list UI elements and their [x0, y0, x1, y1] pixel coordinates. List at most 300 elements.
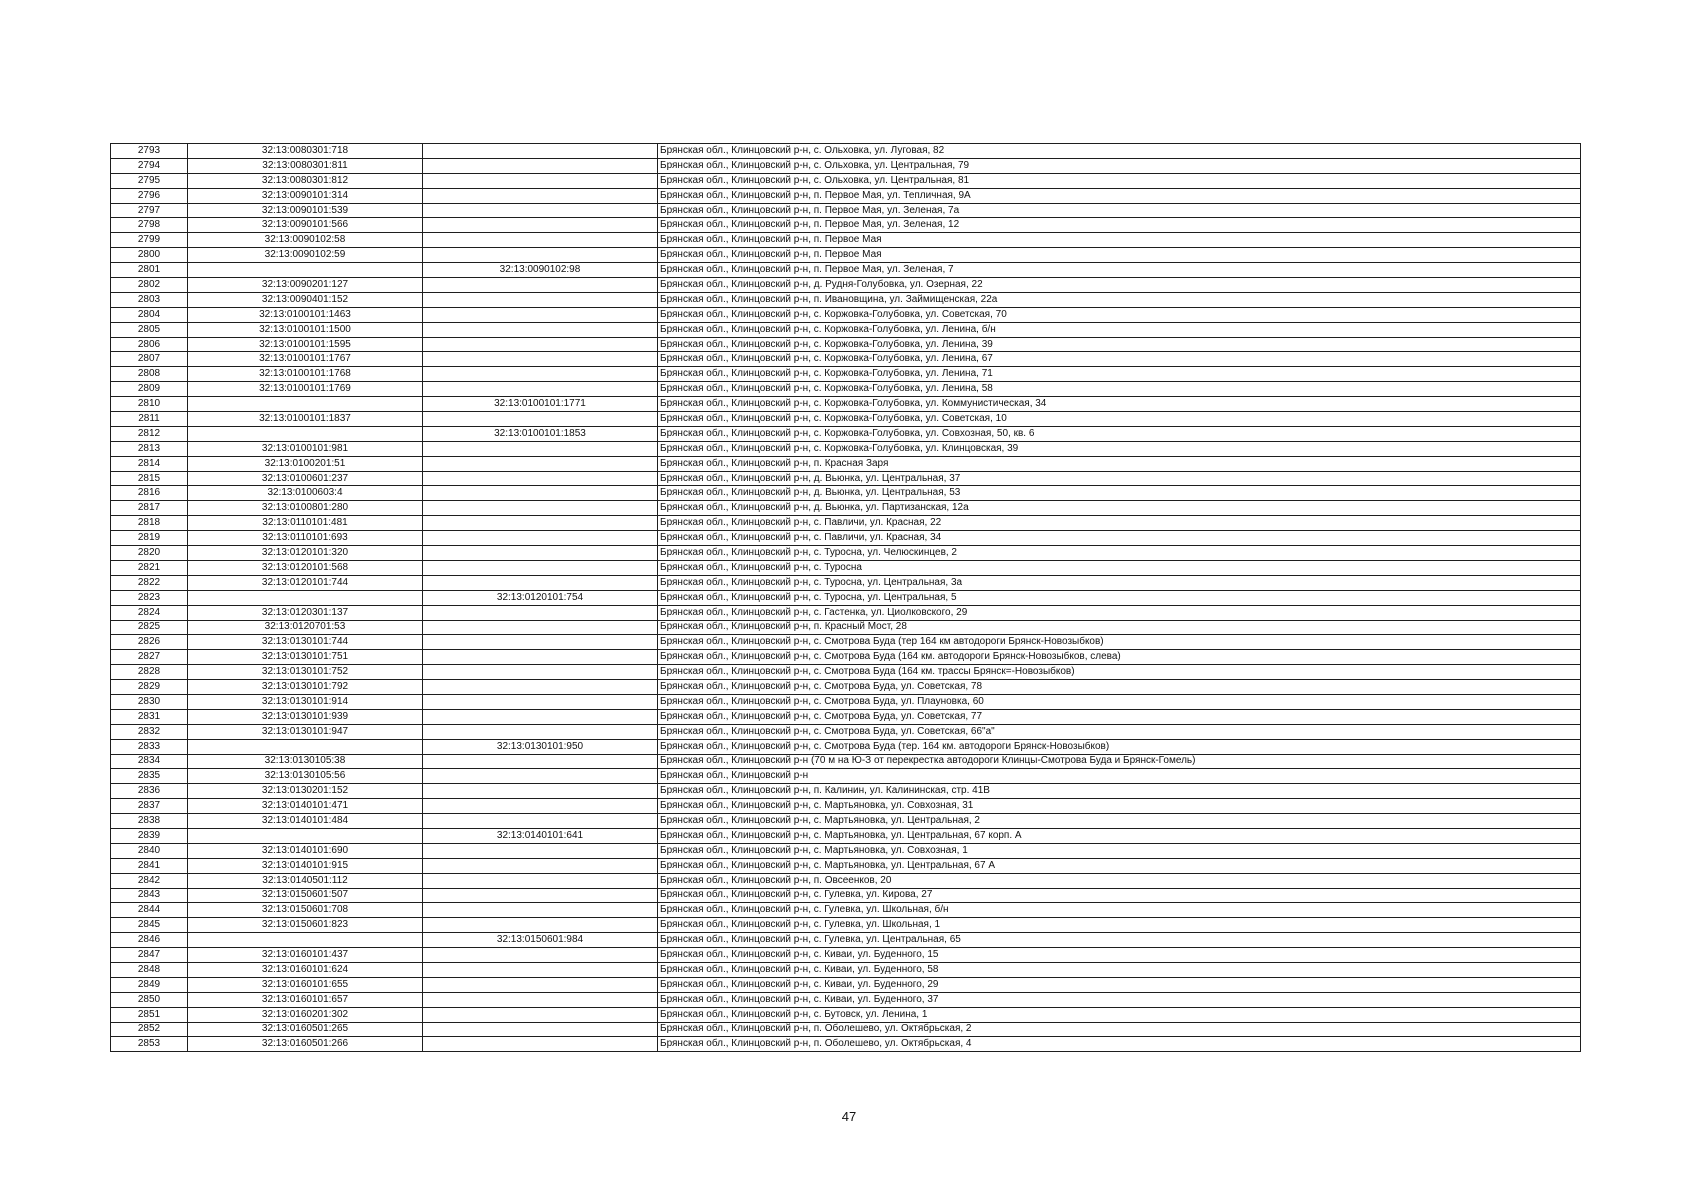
- cadastral-number-alt-cell: [423, 501, 658, 516]
- cadastral-number-cell: 32:13:0100101:1595: [188, 337, 423, 352]
- table-row: [111, 754, 1581, 769]
- cadastral-number-alt-cell: [423, 486, 658, 501]
- cadastral-number-cell: 32:13:0100101:1768: [188, 367, 423, 382]
- cadastral-number-alt-cell: [423, 412, 658, 427]
- row-number-cell: 2817: [111, 501, 188, 516]
- table-row: [111, 456, 1581, 471]
- cadastral-number-alt-cell: [423, 784, 658, 799]
- cadastral-number-alt-cell: 32:13:0140101:641: [423, 828, 658, 843]
- cadastral-number-alt-cell: [423, 575, 658, 590]
- address-cell: Брянская обл., Клинцовский р-н, с. Смотрова Буда (164 км. трассы Брянск=-Новозыбков): [658, 665, 1581, 680]
- address-cell: Брянская обл., Клинцовский р-н, с. Павличи, ул. Красная, 34: [658, 531, 1581, 546]
- cadastral-number-cell: 32:13:0090101:539: [188, 203, 423, 218]
- row-number-cell: 2833: [111, 739, 188, 754]
- address-cell: Брянская обл., Клинцовский р-н, п. Первое Мая, ул. Зеленая, 12: [658, 218, 1581, 233]
- cadastral-number-alt-cell: [423, 456, 658, 471]
- table-row: [111, 828, 1581, 843]
- row-number-cell: 2802: [111, 278, 188, 293]
- address-cell: Брянская обл., Клинцовский р-н, с. Гулевка, ул. Кирова, 27: [658, 888, 1581, 903]
- cadastral-number-alt-cell: 32:13:0100101:1771: [423, 397, 658, 412]
- cadastral-number-cell: 32:13:0150601:708: [188, 903, 423, 918]
- cadastral-number-cell: 32:13:0100201:51: [188, 456, 423, 471]
- cadastral-number-alt-cell: [423, 441, 658, 456]
- table-row: [111, 188, 1581, 203]
- address-cell: Брянская обл., Клинцовский р-н, с. Коржовка-Голубовка, ул. Ленина, 67: [658, 352, 1581, 367]
- cadastral-number-cell: 32:13:0090102:58: [188, 233, 423, 248]
- address-cell: Брянская обл., Клинцовский р-н, с. Мартьяновка, ул. Центральная, 67 корп. А: [658, 828, 1581, 843]
- row-number-cell: 2813: [111, 441, 188, 456]
- table-row: [111, 784, 1581, 799]
- cadastral-number-alt-cell: [423, 292, 658, 307]
- cadastral-number-alt-cell: [423, 918, 658, 933]
- address-cell: Брянская обл., Клинцовский р-н, с. Киваи, ул. Буденного, 58: [658, 962, 1581, 977]
- row-number-cell: 2799: [111, 233, 188, 248]
- address-cell: Брянская обл., Клинцовский р-н, с. Туросна, ул. Челюскинцев, 2: [658, 546, 1581, 561]
- table-row: [111, 858, 1581, 873]
- row-number-cell: 2831: [111, 709, 188, 724]
- address-cell: Брянская обл., Клинцовский р-н, с. Павличи, ул. Красная, 22: [658, 516, 1581, 531]
- cadastral-number-alt-cell: [423, 546, 658, 561]
- cadastral-number-alt-cell: [423, 814, 658, 829]
- row-number-cell: 2812: [111, 426, 188, 441]
- table-row: [111, 977, 1581, 992]
- address-cell: Брянская обл., Клинцовский р-н, с. Смотрова Буда, ул. Советская, 78: [658, 680, 1581, 695]
- address-cell: Брянская обл., Клинцовский р-н, с. Гастенка, ул. Циолковского, 29: [658, 605, 1581, 620]
- cadastral-number-cell: 32:13:0130101:947: [188, 724, 423, 739]
- cadastral-number-cell: 32:13:0100101:1769: [188, 382, 423, 397]
- cadastral-number-alt-cell: [423, 144, 658, 159]
- table-row: [111, 635, 1581, 650]
- cadastral-number-cell: 32:13:0100101:1463: [188, 307, 423, 322]
- cadastral-number-cell: [188, 426, 423, 441]
- cadastral-number-alt-cell: [423, 233, 658, 248]
- table-row: [111, 173, 1581, 188]
- address-cell: Брянская обл., Клинцовский р-н, д. Вьюнка, ул. Центральная, 53: [658, 486, 1581, 501]
- cadastral-number-alt-cell: [423, 709, 658, 724]
- cadastral-number-cell: 32:13:0160101:655: [188, 977, 423, 992]
- address-cell: Брянская обл., Клинцовский р-н, с. Коржовка-Голубовка, ул. Коммунистическая, 34: [658, 397, 1581, 412]
- cadastral-number-alt-cell: 32:13:0130101:950: [423, 739, 658, 754]
- address-cell: Брянская обл., Клинцовский р-н, с. Мартьяновка, ул. Совхозная, 1: [658, 843, 1581, 858]
- cadastral-number-alt-cell: [423, 531, 658, 546]
- row-number-cell: 2796: [111, 188, 188, 203]
- address-cell: Брянская обл., Клинцовский р-н, с. Ольховка, ул. Луговая, 82: [658, 144, 1581, 159]
- cadastral-number-alt-cell: [423, 278, 658, 293]
- table-row: [111, 337, 1581, 352]
- row-number-cell: 2848: [111, 962, 188, 977]
- address-cell: Брянская обл., Клинцовский р-н, с. Ольховка, ул. Центральная, 81: [658, 173, 1581, 188]
- cadastral-number-alt-cell: [423, 307, 658, 322]
- cadastral-number-cell: [188, 397, 423, 412]
- registry-table-body: [111, 144, 1581, 1052]
- row-number-cell: 2828: [111, 665, 188, 680]
- cadastral-number-alt-cell: [423, 188, 658, 203]
- table-row: [111, 441, 1581, 456]
- row-number-cell: 2830: [111, 694, 188, 709]
- cadastral-number-cell: 32:13:0090101:314: [188, 188, 423, 203]
- cadastral-number-cell: 32:13:0130101:792: [188, 680, 423, 695]
- cadastral-number-cell: 32:13:0090101:566: [188, 218, 423, 233]
- cadastral-number-cell: 32:13:0100101:981: [188, 441, 423, 456]
- table-row: [111, 471, 1581, 486]
- row-number-cell: 2826: [111, 635, 188, 650]
- table-row: [111, 1022, 1581, 1037]
- row-number-cell: 2846: [111, 933, 188, 948]
- table-row: [111, 992, 1581, 1007]
- row-number-cell: 2836: [111, 784, 188, 799]
- address-cell: Брянская обл., Клинцовский р-н, с. Коржовка-Голубовка, ул. Клинцовская, 39: [658, 441, 1581, 456]
- table-row: [111, 546, 1581, 561]
- row-number-cell: 2801: [111, 263, 188, 278]
- row-number-cell: 2811: [111, 412, 188, 427]
- address-cell: Брянская обл., Клинцовский р-н, с. Коржовка-Голубовка, ул. Ленина, б/н: [658, 322, 1581, 337]
- cadastral-number-cell: 32:13:0140101:690: [188, 843, 423, 858]
- table-row: [111, 1037, 1581, 1052]
- cadastral-number-cell: 32:13:0140101:471: [188, 799, 423, 814]
- row-number-cell: 2839: [111, 828, 188, 843]
- table-row: [111, 873, 1581, 888]
- cadastral-number-alt-cell: [423, 977, 658, 992]
- table-row: [111, 665, 1581, 680]
- address-cell: Брянская обл., Клинцовский р-н, с. Ольховка, ул. Центральная, 79: [658, 158, 1581, 173]
- row-number-cell: 2827: [111, 650, 188, 665]
- address-cell: Брянская обл., Клинцовский р-н, п. Первое Мая, ул. Тепличная, 9А: [658, 188, 1581, 203]
- table-row: [111, 397, 1581, 412]
- row-number-cell: 2797: [111, 203, 188, 218]
- address-cell: Брянская обл., Клинцовский р-н, п. Красная Заря: [658, 456, 1581, 471]
- table-row: [111, 918, 1581, 933]
- cadastral-number-alt-cell: [423, 471, 658, 486]
- cadastral-number-cell: 32:13:0160501:265: [188, 1022, 423, 1037]
- cadastral-number-cell: 32:13:0120101:568: [188, 560, 423, 575]
- address-cell: Брянская обл., Клинцовский р-н, с. Туросна: [658, 560, 1581, 575]
- cadastral-number-cell: 32:13:0080301:718: [188, 144, 423, 159]
- address-cell: Брянская обл., Клинцовский р-н, п. Овсеенков, 20: [658, 873, 1581, 888]
- table-row: [111, 575, 1581, 590]
- address-cell: Брянская обл., Клинцовский р-н, с. Мартьяновка, ул. Центральная, 67 А: [658, 858, 1581, 873]
- cadastral-number-cell: 32:13:0090201:127: [188, 278, 423, 293]
- cadastral-number-alt-cell: [423, 248, 658, 263]
- table-row: [111, 962, 1581, 977]
- table-row: [111, 694, 1581, 709]
- cadastral-number-cell: [188, 828, 423, 843]
- row-number-cell: 2800: [111, 248, 188, 263]
- cadastral-number-alt-cell: [423, 605, 658, 620]
- cadastral-number-cell: 32:13:0140101:915: [188, 858, 423, 873]
- address-cell: Брянская обл., Клинцовский р-н, п. Ивановщина, ул. Займищенская, 22а: [658, 292, 1581, 307]
- cadastral-number-alt-cell: [423, 665, 658, 680]
- address-cell: Брянская обл., Клинцовский р-н, с. Смотрова Буда (тер. 164 км. автодороги Брянск-Новозыбков): [658, 739, 1581, 754]
- cadastral-number-alt-cell: 32:13:0090102:98: [423, 263, 658, 278]
- address-cell: Брянская обл., Клинцовский р-н, п. Оболешево, ул. Октябрьская, 2: [658, 1022, 1581, 1037]
- table-row: [111, 352, 1581, 367]
- cadastral-number-alt-cell: [423, 620, 658, 635]
- address-cell: Брянская обл., Клинцовский р-н, с. Смотрова Буда (164 км. автодороги Брянск-Новозыбков, слева): [658, 650, 1581, 665]
- row-number-cell: 2832: [111, 724, 188, 739]
- address-cell: Брянская обл., Клинцовский р-н, с. Киваи, ул. Буденного, 37: [658, 992, 1581, 1007]
- row-number-cell: 2810: [111, 397, 188, 412]
- cadastral-number-alt-cell: [423, 962, 658, 977]
- cadastral-number-cell: 32:13:0130101:914: [188, 694, 423, 709]
- row-number-cell: 2824: [111, 605, 188, 620]
- row-number-cell: 2806: [111, 337, 188, 352]
- cadastral-number-cell: 32:13:0130105:38: [188, 754, 423, 769]
- cadastral-number-cell: 32:13:0080301:812: [188, 173, 423, 188]
- row-number-cell: 2804: [111, 307, 188, 322]
- address-cell: Брянская обл., Клинцовский р-н, с. Коржовка-Голубовка, ул. Совхозная, 50, кв. 6: [658, 426, 1581, 441]
- table-row: [111, 560, 1581, 575]
- cadastral-number-cell: [188, 263, 423, 278]
- address-cell: Брянская обл., Клинцовский р-н, д. Рудня-Голубовка, ул. Озерная, 22: [658, 278, 1581, 293]
- cadastral-number-alt-cell: [423, 516, 658, 531]
- row-number-cell: 2821: [111, 560, 188, 575]
- cadastral-number-cell: 32:13:0160501:266: [188, 1037, 423, 1052]
- table-row: [111, 322, 1581, 337]
- cadastral-number-cell: 32:13:0160101:437: [188, 948, 423, 963]
- address-cell: Брянская обл., Клинцовский р-н, с. Туросна, ул. Центральная, 3а: [658, 575, 1581, 590]
- table-row: [111, 1007, 1581, 1022]
- table-row: [111, 933, 1581, 948]
- table-row: [111, 620, 1581, 635]
- table-row: [111, 203, 1581, 218]
- row-number-cell: 2793: [111, 144, 188, 159]
- table-row: [111, 531, 1581, 546]
- table-row: [111, 426, 1581, 441]
- row-number-cell: 2844: [111, 903, 188, 918]
- cadastral-number-cell: 32:13:0120701:53: [188, 620, 423, 635]
- row-number-cell: 2842: [111, 873, 188, 888]
- cadastral-number-alt-cell: [423, 367, 658, 382]
- cadastral-number-cell: 32:13:0110101:481: [188, 516, 423, 531]
- address-cell: Брянская обл., Клинцовский р-н, с. Коржовка-Голубовка, ул. Ленина, 58: [658, 382, 1581, 397]
- table-row: [111, 650, 1581, 665]
- cadastral-number-alt-cell: 32:13:0100101:1853: [423, 426, 658, 441]
- address-cell: Брянская обл., Клинцовский р-н, с. Смотрова Буда, ул. Советская, 77: [658, 709, 1581, 724]
- table-row: [111, 709, 1581, 724]
- cadastral-number-alt-cell: [423, 322, 658, 337]
- cadastral-number-cell: 32:13:0130101:752: [188, 665, 423, 680]
- cadastral-number-cell: 32:13:0130105:56: [188, 769, 423, 784]
- address-cell: Брянская обл., Клинцовский р-н, п. Красный Мост, 28: [658, 620, 1581, 635]
- cadastral-number-cell: 32:13:0140501:112: [188, 873, 423, 888]
- cadastral-number-cell: 32:13:0090102:59: [188, 248, 423, 263]
- cadastral-number-cell: 32:13:0140101:484: [188, 814, 423, 829]
- table-row: [111, 769, 1581, 784]
- row-number-cell: 2805: [111, 322, 188, 337]
- cadastral-number-alt-cell: [423, 337, 658, 352]
- cadastral-number-alt-cell: [423, 948, 658, 963]
- row-number-cell: 2823: [111, 590, 188, 605]
- cadastral-number-alt-cell: [423, 694, 658, 709]
- row-number-cell: 2808: [111, 367, 188, 382]
- cadastral-number-cell: [188, 590, 423, 605]
- cadastral-number-cell: 32:13:0090401:152: [188, 292, 423, 307]
- cadastral-number-cell: 32:13:0100101:1837: [188, 412, 423, 427]
- row-number-cell: 2837: [111, 799, 188, 814]
- row-number-cell: 2798: [111, 218, 188, 233]
- address-cell: Брянская обл., Клинцовский р-н, п. Калинин, ул. Калининская, стр. 41В: [658, 784, 1581, 799]
- cadastral-number-cell: 32:13:0100601:237: [188, 471, 423, 486]
- table-row: [111, 412, 1581, 427]
- cadastral-number-cell: 32:13:0080301:811: [188, 158, 423, 173]
- cadastral-number-cell: 32:13:0130101:939: [188, 709, 423, 724]
- address-cell: Брянская обл., Клинцовский р-н, с. Коржовка-Голубовка, ул. Советская, 10: [658, 412, 1581, 427]
- cadastral-number-alt-cell: 32:13:0150601:984: [423, 933, 658, 948]
- cadastral-number-alt-cell: [423, 650, 658, 665]
- address-cell: Брянская обл., Клинцовский р-н, с. Мартьяновка, ул. Совхозная, 31: [658, 799, 1581, 814]
- address-cell: Брянская обл., Клинцовский р-н, д. Вьюнка, ул. Центральная, 37: [658, 471, 1581, 486]
- row-number-cell: 2814: [111, 456, 188, 471]
- row-number-cell: 2840: [111, 843, 188, 858]
- address-cell: Брянская обл., Клинцовский р-н, п. Первое Мая: [658, 233, 1581, 248]
- table-row: [111, 263, 1581, 278]
- cadastral-number-cell: [188, 739, 423, 754]
- cadastral-number-alt-cell: [423, 754, 658, 769]
- row-number-cell: 2825: [111, 620, 188, 635]
- table-row: [111, 605, 1581, 620]
- table-row: [111, 516, 1581, 531]
- table-row: [111, 888, 1581, 903]
- cadastral-number-cell: 32:13:0120101:320: [188, 546, 423, 561]
- registry-table: [110, 143, 1581, 1052]
- table-row: [111, 724, 1581, 739]
- table-row: [111, 843, 1581, 858]
- address-cell: Брянская обл., Клинцовский р-н: [658, 769, 1581, 784]
- address-cell: Брянская обл., Клинцовский р-н, с. Мартьяновка, ул. Центральная, 2: [658, 814, 1581, 829]
- address-cell: Брянская обл., Клинцовский р-н, п. Первое Мая, ул. Зеленая, 7а: [658, 203, 1581, 218]
- cadastral-number-alt-cell: [423, 769, 658, 784]
- row-number-cell: 2795: [111, 173, 188, 188]
- cadastral-number-alt-cell: [423, 724, 658, 739]
- address-cell: Брянская обл., Клинцовский р-н, с. Коржовка-Голубовка, ул. Советская, 70: [658, 307, 1581, 322]
- cadastral-number-cell: 32:13:0110101:693: [188, 531, 423, 546]
- cadastral-number-cell: 32:13:0120301:137: [188, 605, 423, 620]
- address-cell: Брянская обл., Клинцовский р-н, с. Гулевка, ул. Школьная, 1: [658, 918, 1581, 933]
- table-row: [111, 292, 1581, 307]
- address-cell: Брянская обл., Клинцовский р-н, с. Киваи, ул. Буденного, 15: [658, 948, 1581, 963]
- address-cell: Брянская обл., Клинцовский р-н, п. Первое Мая: [658, 248, 1581, 263]
- table-row: [111, 144, 1581, 159]
- cadastral-number-alt-cell: [423, 992, 658, 1007]
- cadastral-number-alt-cell: [423, 1022, 658, 1037]
- address-cell: Брянская обл., Клинцовский р-н, с. Гулевка, ул. Школьная, б/н: [658, 903, 1581, 918]
- cadastral-number-alt-cell: [423, 888, 658, 903]
- cadastral-number-cell: 32:13:0160201:302: [188, 1007, 423, 1022]
- cadastral-number-cell: 32:13:0160101:624: [188, 962, 423, 977]
- row-number-cell: 2847: [111, 948, 188, 963]
- cadastral-number-cell: 32:13:0150601:823: [188, 918, 423, 933]
- row-number-cell: 2803: [111, 292, 188, 307]
- cadastral-number-alt-cell: [423, 352, 658, 367]
- table-row: [111, 248, 1581, 263]
- row-number-cell: 2815: [111, 471, 188, 486]
- address-cell: Брянская обл., Клинцовский р-н, д. Вьюнка, ул. Партизанская, 12а: [658, 501, 1581, 516]
- cadastral-number-alt-cell: [423, 1037, 658, 1052]
- cadastral-number-cell: 32:13:0130201:152: [188, 784, 423, 799]
- row-number-cell: 2829: [111, 680, 188, 695]
- row-number-cell: 2794: [111, 158, 188, 173]
- table-row: [111, 680, 1581, 695]
- cadastral-number-cell: 32:13:0100603:4: [188, 486, 423, 501]
- cadastral-number-cell: 32:13:0150601:507: [188, 888, 423, 903]
- row-number-cell: 2820: [111, 546, 188, 561]
- row-number-cell: 2819: [111, 531, 188, 546]
- table-row: [111, 486, 1581, 501]
- address-cell: Брянская обл., Клинцовский р-н, с. Бутовск, ул. Ленина, 1: [658, 1007, 1581, 1022]
- row-number-cell: 2816: [111, 486, 188, 501]
- cadastral-number-alt-cell: [423, 1007, 658, 1022]
- table-row: [111, 799, 1581, 814]
- row-number-cell: 2809: [111, 382, 188, 397]
- cadastral-number-cell: 32:13:0130101:751: [188, 650, 423, 665]
- table-row: [111, 367, 1581, 382]
- cadastral-number-cell: 32:13:0120101:744: [188, 575, 423, 590]
- row-number-cell: 2841: [111, 858, 188, 873]
- cadastral-number-cell: 32:13:0100801:280: [188, 501, 423, 516]
- cadastral-number-alt-cell: [423, 203, 658, 218]
- cadastral-number-cell: 32:13:0160101:657: [188, 992, 423, 1007]
- cadastral-number-cell: [188, 933, 423, 948]
- table-row: [111, 382, 1581, 397]
- row-number-cell: 2818: [111, 516, 188, 531]
- cadastral-number-alt-cell: [423, 858, 658, 873]
- cadastral-number-alt-cell: [423, 680, 658, 695]
- cadastral-number-alt-cell: [423, 382, 658, 397]
- row-number-cell: 2835: [111, 769, 188, 784]
- table-row: [111, 903, 1581, 918]
- cadastral-number-alt-cell: [423, 560, 658, 575]
- row-number-cell: 2853: [111, 1037, 188, 1052]
- table-row: [111, 158, 1581, 173]
- address-cell: Брянская обл., Клинцовский р-н, п. Оболешево, ул. Октябрьская, 4: [658, 1037, 1581, 1052]
- address-cell: Брянская обл., Клинцовский р-н, с. Гулевка, ул. Центральная, 65: [658, 933, 1581, 948]
- address-cell: Брянская обл., Клинцовский р-н, с. Киваи, ул. Буденного, 29: [658, 977, 1581, 992]
- table-row: [111, 739, 1581, 754]
- table-row: [111, 590, 1581, 605]
- cadastral-number-alt-cell: [423, 635, 658, 650]
- cadastral-number-alt-cell: [423, 158, 658, 173]
- row-number-cell: 2807: [111, 352, 188, 367]
- cadastral-number-alt-cell: [423, 903, 658, 918]
- row-number-cell: 2834: [111, 754, 188, 769]
- row-number-cell: 2852: [111, 1022, 188, 1037]
- cadastral-number-alt-cell: [423, 173, 658, 188]
- row-number-cell: 2845: [111, 918, 188, 933]
- address-cell: Брянская обл., Клинцовский р-н (70 м на Ю-З от перекрестка автодороги Клинцы-Смотрова Буда и Брянск-Гомель): [658, 754, 1581, 769]
- row-number-cell: 2849: [111, 977, 188, 992]
- address-cell: Брянская обл., Клинцовский р-н, с. Смотрова Буда, ул. Плауновка, 60: [658, 694, 1581, 709]
- page-number: 47: [841, 1109, 857, 1124]
- table-row: [111, 501, 1581, 516]
- row-number-cell: 2838: [111, 814, 188, 829]
- address-cell: Брянская обл., Клинцовский р-н, с. Коржовка-Голубовка, ул. Ленина, 71: [658, 367, 1581, 382]
- address-cell: Брянская обл., Клинцовский р-н, с. Туросна, ул. Центральная, 5: [658, 590, 1581, 605]
- table-row: [111, 218, 1581, 233]
- address-cell: Брянская обл., Клинцовский р-н, с. Смотрова Буда, ул. Советская, 66"а": [658, 724, 1581, 739]
- cadastral-number-alt-cell: [423, 799, 658, 814]
- table-row: [111, 814, 1581, 829]
- table-row: [111, 307, 1581, 322]
- address-cell: Брянская обл., Клинцовский р-н, п. Первое Мая, ул. Зеленая, 7: [658, 263, 1581, 278]
- cadastral-number-cell: 32:13:0100101:1767: [188, 352, 423, 367]
- row-number-cell: 2851: [111, 1007, 188, 1022]
- cadastral-number-alt-cell: [423, 873, 658, 888]
- address-cell: Брянская обл., Клинцовский р-н, с. Коржовка-Голубовка, ул. Ленина, 39: [658, 337, 1581, 352]
- table-row: [111, 948, 1581, 963]
- row-number-cell: 2843: [111, 888, 188, 903]
- row-number-cell: 2850: [111, 992, 188, 1007]
- cadastral-number-cell: 32:13:0100101:1500: [188, 322, 423, 337]
